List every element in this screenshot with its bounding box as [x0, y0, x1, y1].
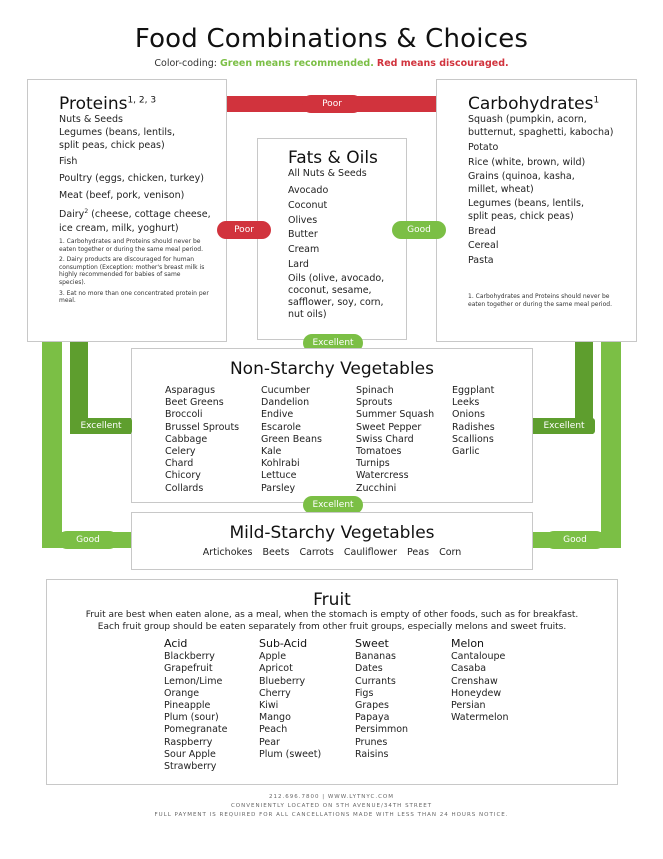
list-item: Oils (olive, avocado,: [288, 272, 385, 284]
list-item: Sprouts: [356, 397, 393, 409]
list-item: Peas: [407, 547, 430, 558]
fruit-group-heading: Sweet: [355, 637, 389, 650]
list-item: Currants: [355, 675, 396, 687]
list-item: Mango: [259, 712, 291, 724]
list-item: Butter: [288, 229, 318, 241]
list-item: Potato: [468, 142, 499, 153]
list-item: Onions: [452, 409, 485, 421]
list-item: Squash (pumpkin, acorn,: [468, 114, 587, 125]
list-item: Pasta: [468, 255, 494, 267]
fats-list: [288, 168, 406, 321]
list-item: Grapefruit: [164, 663, 213, 675]
list-item: Cucumber: [261, 385, 310, 396]
color-legend: [0, 58, 663, 69]
list-item: Blueberry: [259, 675, 306, 687]
legend-prefix: Color-coding:: [154, 58, 220, 69]
list-item: Legumes (beans, lentils,: [59, 127, 175, 138]
list-item: Papaya: [355, 712, 390, 724]
list-item: Orange: [164, 687, 200, 699]
footer-contact: 212.696.7800 | WWW.LYTNYC.COM: [268, 794, 394, 800]
proteins-title: [59, 94, 156, 114]
list-item: Pineapple: [164, 700, 211, 712]
excellent-top-pill: Excellent: [303, 334, 363, 352]
list-item: Leeks: [452, 397, 480, 409]
non-starchy-box: [131, 348, 533, 503]
veg-column-4: [452, 385, 495, 458]
list-item: Watermelon: [451, 712, 509, 724]
list-item: Prunes: [355, 736, 388, 748]
list-item: Beet Greens: [165, 397, 224, 409]
list-item: Zucchini: [356, 482, 397, 494]
list-item: Corn: [439, 547, 462, 558]
footnote: 3. Eat no more than one concentrated protein per meal.: [59, 289, 209, 305]
excellent-left-pill: Excellent: [70, 418, 132, 434]
list-item: Grapes: [355, 700, 389, 712]
list-item: Endive: [261, 409, 294, 421]
list-item: Bananas: [355, 651, 396, 663]
list-item: Raspberry: [164, 736, 213, 748]
list-item: Cauliflower: [343, 547, 397, 558]
list-item: Persimmon: [355, 724, 409, 736]
list-item: Lettuce: [261, 470, 297, 482]
list-item: Tomatoes: [356, 446, 402, 458]
list-item: Cereal: [468, 240, 499, 252]
list-item: Spinach: [356, 385, 394, 396]
fats-oils-box: [257, 138, 407, 340]
list-item: Collards: [165, 482, 204, 494]
list-item: Strawberry: [164, 761, 217, 773]
list-item: Scallions: [452, 433, 494, 445]
list-item: Carrots: [299, 547, 334, 558]
list-item: Sweet Pepper: [356, 421, 422, 433]
list-item: split peas, chick peas): [59, 140, 165, 151]
legend-red: Red means discouraged.: [376, 58, 509, 69]
list-item: Celery: [165, 446, 196, 458]
footnote: 1. Carbohydrates and Proteins should never be eaten together or during the same meal period.: [59, 238, 203, 253]
fruit-group-sub-acid: [259, 638, 321, 761]
list-item: All Nuts & Seeds: [288, 168, 367, 179]
list-item: Crenshaw: [451, 675, 498, 687]
mild-starchy-list: [132, 547, 532, 558]
list-item: Blackberry: [164, 651, 215, 663]
fruit-group-melon: [451, 638, 509, 724]
carbs-title: [468, 94, 599, 114]
list-item: Broccoli: [165, 409, 203, 421]
carbs-list: [468, 114, 638, 269]
list-item: split peas, chick peas): [468, 210, 574, 222]
fruit-title: Fruit: [313, 590, 351, 610]
list-item: Sour Apple: [164, 748, 216, 760]
footnote: 2. Dairy products are discouraged for human consumption (Exception: mother's breast milk is highly recommended for babies of same species).: [59, 256, 205, 286]
non-starchy-title: Non-Starchy Vegetables: [229, 359, 435, 379]
list-item: Chard: [165, 458, 194, 470]
fruit-description-2: Each fruit group should be eaten separately from other fruit groups, especially melons and sweet fruits.: [97, 622, 567, 632]
list-item: coconut, sesame,: [288, 284, 372, 296]
list-item: Legumes (beans, lentils,: [468, 197, 584, 209]
list-item: Poultry (eggs, chicken, turkey): [59, 172, 204, 184]
list-item: Lard: [288, 258, 309, 270]
footer-location: CONVENIENTLY LOCATED ON 5TH AVENUE/34TH STREET: [230, 803, 433, 809]
dairy-label: Dairy: [59, 209, 85, 221]
list-item: Fish: [59, 156, 78, 167]
list-item: Eggplant: [452, 385, 495, 396]
mild-starchy-title: Mild-Starchy Vegetables: [229, 523, 435, 543]
excellent-mid-pill: Excellent: [303, 496, 363, 514]
list-item: Cabbage: [165, 433, 208, 445]
list-item: [59, 205, 229, 221]
list-item: Swiss Chard: [356, 433, 414, 445]
list-item: Garlic: [452, 446, 480, 458]
fruit-group-heading: Acid: [164, 637, 188, 650]
list-item: Watercress: [356, 470, 409, 482]
list-item: Rice (white, brown, wild): [468, 156, 586, 168]
list-item: Cantaloupe: [451, 651, 506, 663]
good-right-pill: Good: [392, 221, 446, 239]
list-item: Apple: [259, 651, 287, 663]
legend-green: Green means recommended.: [219, 58, 374, 69]
list-item: Dates: [355, 663, 383, 675]
poor-left-pill: Poor: [217, 221, 271, 239]
dairy-sup: 2: [84, 208, 89, 216]
carbs-note: 1. Carbohydrates and Proteins should never be eaten together or during the same meal period.: [468, 293, 612, 308]
list-item: Summer Squash: [356, 409, 435, 421]
list-item: Cream: [288, 244, 320, 256]
veg-column-2: [261, 385, 322, 495]
list-item: Avocado: [288, 185, 329, 196]
list-item: Bread: [468, 225, 496, 237]
list-item: Olives: [288, 214, 318, 226]
list-item: Plum (sweet): [259, 748, 322, 760]
list-item: Peach: [259, 724, 288, 736]
list-item: Brussel Sprouts: [165, 421, 240, 433]
list-item: Kale: [261, 446, 282, 458]
list-item: Parsley: [261, 482, 296, 494]
list-item: Artichokes: [202, 547, 253, 558]
list-item: Pomegranate: [164, 724, 228, 736]
excellent-right-pill: Excellent: [533, 418, 595, 434]
list-item: Kiwi: [259, 700, 279, 712]
list-item: butternut, spaghetti, kabocha): [468, 127, 614, 138]
list-item: Cherry: [259, 687, 291, 699]
carbs-title-sup: 1: [593, 95, 600, 106]
list-item: Kohlrabi: [261, 458, 300, 470]
list-item: Green Beans: [261, 433, 322, 445]
proteins-list: [59, 114, 229, 235]
fats-title: Fats & Oils: [288, 148, 378, 168]
list-item: Asparagus: [165, 385, 216, 396]
list-item: millet, wheat): [468, 183, 534, 195]
list-item: Casaba: [451, 663, 487, 675]
dairy-rest: (cheese, cottage cheese,: [88, 209, 211, 221]
list-item: Nuts & Seeds: [59, 114, 123, 125]
list-item: Plum (sour): [164, 712, 219, 724]
list-item: Radishes: [452, 421, 495, 433]
good-left-bar: [42, 333, 62, 543]
good-right-bar: [601, 333, 621, 543]
carbohydrates-box: [436, 79, 637, 342]
list-item: Apricot: [259, 663, 293, 675]
list-item: safflower, soy, corn,: [288, 296, 384, 308]
carbs-title-text: Carbohydrates: [468, 94, 594, 114]
list-item: Meat (beef, pork, venison): [59, 189, 185, 201]
footer-cancellation: FULL PAYMENT IS REQUIRED FOR ALL CANCELLATIONS MADE WITH LESS THAN 24 HOURS NOTICE.: [154, 812, 509, 818]
list-item: Persian: [451, 700, 486, 712]
poor-top-pill: Poor: [302, 95, 362, 113]
good-left-pill: Good: [58, 531, 118, 549]
fruit-group-sweet: [355, 638, 408, 761]
list-item: Pear: [259, 736, 280, 748]
fruit-group-heading: Melon: [451, 637, 485, 650]
veg-column-1: [165, 385, 239, 495]
fruit-description-1: Fruit are best when eaten alone, as a meal, when the stomach is empty of other foods, such as for breakfast.: [85, 610, 579, 620]
mild-starchy-box: [131, 512, 533, 570]
proteins-title-sup: 1, 2, 3: [127, 95, 157, 106]
proteins-notes: [59, 238, 209, 308]
fruit-group-acid: [164, 638, 227, 773]
good-right-outer-pill: Good: [545, 531, 605, 549]
list-item: Lemon/Lime: [164, 675, 223, 687]
veg-column-3: [356, 385, 434, 495]
list-item: Escarole: [261, 421, 301, 433]
list-item: Chicory: [165, 470, 201, 482]
list-item: Beets: [262, 547, 290, 558]
list-item: ice cream, milk, yoghurt): [59, 222, 179, 234]
list-item: Turnips: [356, 458, 390, 470]
proteins-box: [27, 79, 227, 342]
list-item: Honeydew: [451, 687, 502, 699]
list-item: Raisins: [355, 748, 389, 760]
fruit-group-heading: Sub-Acid: [259, 637, 308, 650]
fruit-box: [46, 579, 618, 785]
list-item: Coconut: [288, 199, 328, 211]
page-title: Food Combinations & Choices: [134, 24, 529, 54]
list-item: Figs: [355, 687, 374, 699]
list-item: Dandelion: [261, 397, 310, 409]
list-item: Grains (quinoa, kasha,: [468, 170, 575, 182]
list-item: nut oils): [288, 308, 327, 320]
proteins-title-text: Proteins: [59, 94, 128, 114]
